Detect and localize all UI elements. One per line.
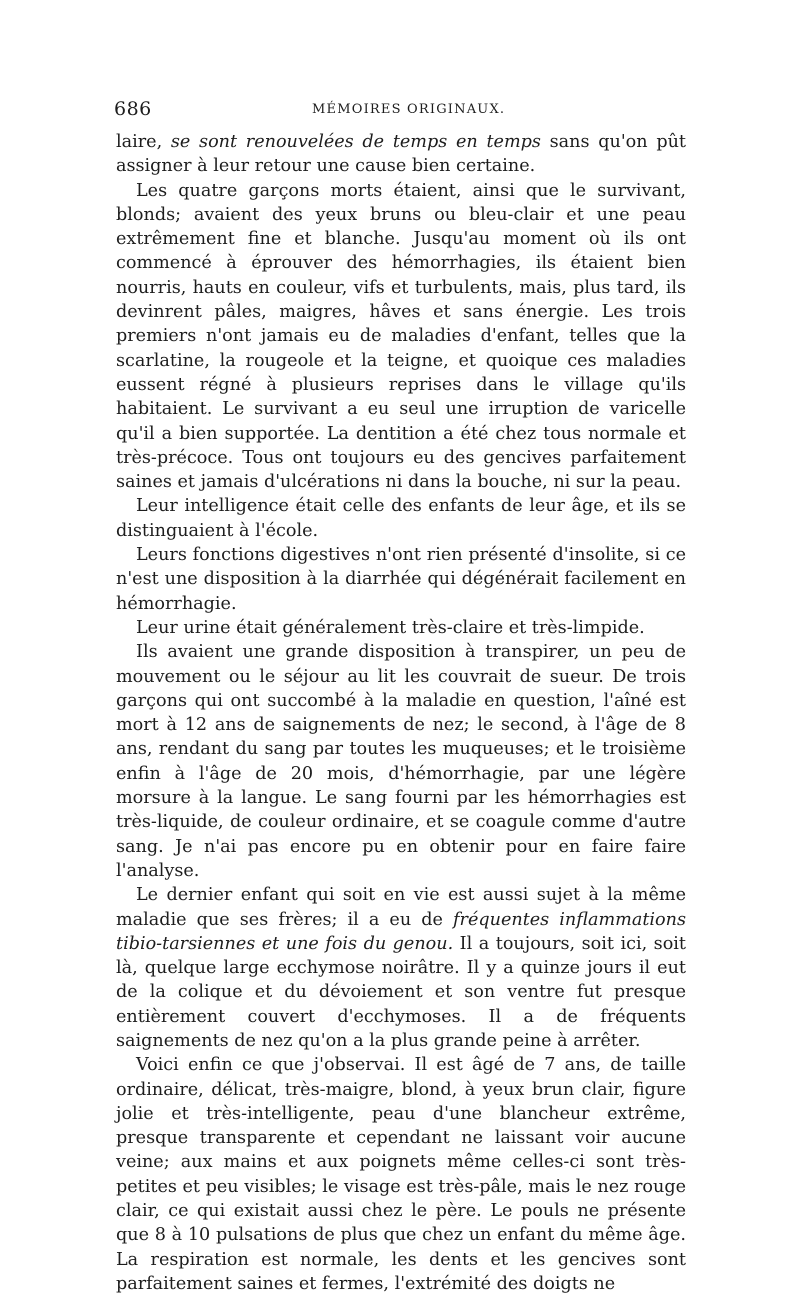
page-header xyxy=(114,98,684,124)
paragraph xyxy=(116,543,686,616)
text-segment: Voici enfin ce que j'observai. Il est âgé de 7 ans, de taille ordinaire, délicat, très-maigre, blond, à yeux brun clair, figure jolie et très-intelligente, peau d'une blancheur extrême, presque transparente et cependant ne laissant voir aucune veine; aux mains et aux poignets même celles-ci sont très-petites et peu visibles; le visage est très-pâle, mais le nez rouge clair, ce qui existait aussi chez le père. Le pouls ne présente que 8 à 10 pulsations de plus que chez un enfant du même âge. La respiration est normale, les dents et les gencives sont parfaitement saines et fermes, l'extrémité des doigts ne xyxy=(116,1055,686,1294)
paragraph xyxy=(116,494,686,543)
text-segment: Leur urine était généralement très-claire et très-limpide. xyxy=(136,617,645,638)
paragraph xyxy=(116,640,686,883)
paragraph xyxy=(116,179,686,495)
page-number: 686 xyxy=(114,98,152,120)
text-segment: Ils avaient une grande disposition à transpirer, un peu de mouvement ou le séjour au lit les couvrait de sueur. De trois garçons qui ont succombé à la maladie en question, l'aîné est mort à 12 ans de saignements de nez; le second, à l'âge de 8 ans, rendant du sang par toutes les muqueuses; et le troisième enfin à l'âge de 20 mois, d'hémorrhagie, par une légère morsure à la langue. Le sang fourni par les hémorrhagies est très-liquide, de couleur ordinaire, et se coagule comme d'autre sang. Je n'ai pas encore pu en obtenir pour en faire faire l'analyse. xyxy=(116,642,686,881)
text-segment: Les quatre garçons morts étaient, ainsi que le survivant, blonds; avaient des yeux bruns ou bleu-clair et une peau extrêmement fine et blanche. Jusqu'au moment où ils ont commencé à éprouver des hémorrhagies, ils étaient bien nourris, hauts en couleur, vifs et turbulents, mais, plus tard, ils devinrent pâles, maigres, hâves et sans énergie. Les trois premiers n'ont jamais eu de maladies d'enfant, telles que la scarlatine, la rougeole et la teigne, et quoique ces maladies eussent régné à plusieurs reprises dans le village qu'ils habitaient. Le survivant a eu seul une irruption de varicelle qu'il a bien supportée. La dentition a été chez tous normale et très-précoce. Tous ont toujours eu des gencives parfaitement saines et jamais d'ulcérations ni dans la bouche, ni sur la peau. xyxy=(116,180,686,493)
text-segment: laire, xyxy=(116,132,171,152)
paragraph xyxy=(116,883,686,1053)
paragraph xyxy=(116,1053,686,1296)
text-segment: sans qu'on pût assigner à leur retour une cause bien certaine. xyxy=(116,132,686,177)
running-head: MÉMOIRES ORIGINAUX. xyxy=(312,102,506,117)
text-segment: Leur intelligence était celle des enfants de leur âge, et ils se distinguaient à l'école. xyxy=(116,496,686,541)
body-text xyxy=(116,130,686,1296)
text-segment: Il a toujours, soit ici, soit là, quelque large ecchymose noirâtre. Il y a quinze jours il eut de la colique et du dévoiement et son ventre fut presque entièrement couvert d'ecchymoses. Il a de fréquents saignements de nez qu'on a la plus grande peine à arrêter. xyxy=(116,933,686,1051)
paragraph xyxy=(116,616,686,640)
text-segment: Le dernier enfant qui soit en vie est aussi sujet à la même maladie que ses frères; il a eu de xyxy=(116,885,686,930)
italic-segment: se sont renouvelées de temps en temps xyxy=(170,132,541,152)
paragraph xyxy=(116,130,686,179)
italic-segment: fréquentes inflammations tibio-tarsiennes et une fois du genou. xyxy=(116,909,686,954)
text-segment: Leurs fonctions digestives n'ont rien présenté d'insolite, si ce n'est une disposition à la diarrhée qui dégénérait facilement en hémorrhagie. xyxy=(116,545,686,614)
